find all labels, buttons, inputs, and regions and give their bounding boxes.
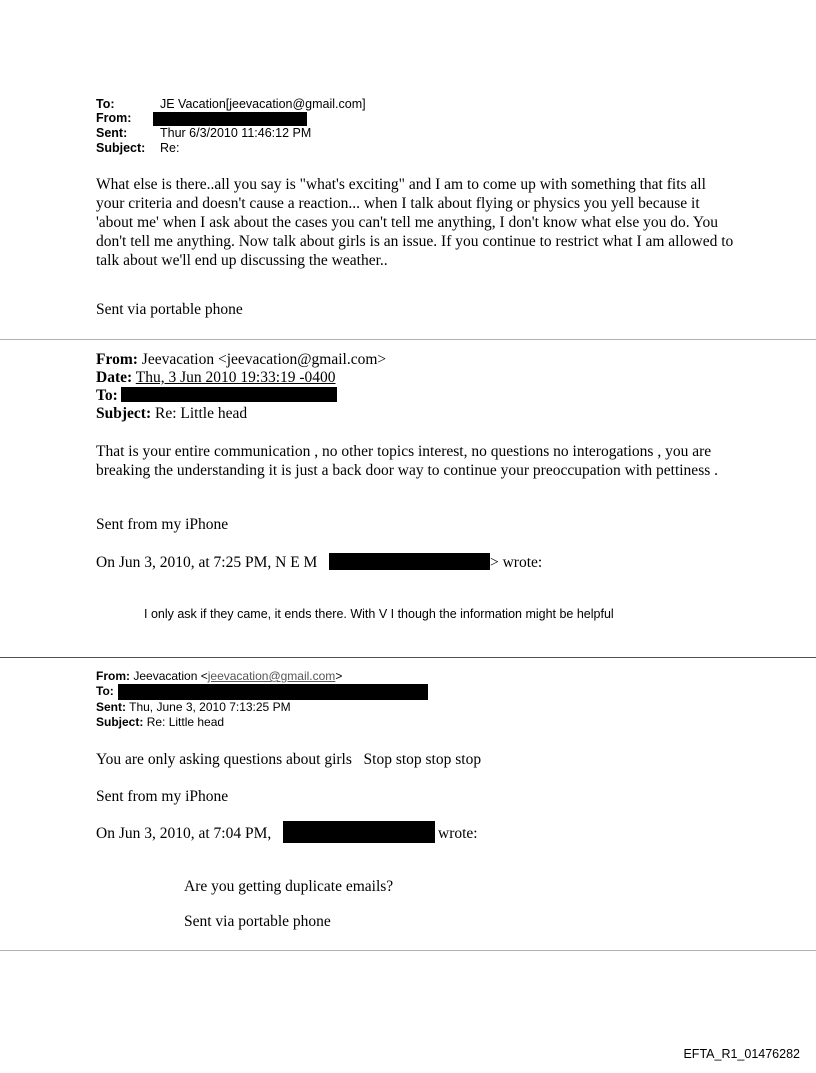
email-link[interactable]: jeevacation@gmail.com xyxy=(207,669,336,683)
sent-label: Sent: xyxy=(96,126,128,140)
email2-to-row xyxy=(96,386,118,405)
divider xyxy=(0,950,816,951)
email1-to-row xyxy=(96,97,366,111)
to-value: JE Vacation[jeevacation@gmail.com] xyxy=(160,97,366,111)
email3-quote-prefix: On Jun 3, 2010, at 7:04 PM, xyxy=(96,825,272,842)
redaction-bar xyxy=(118,684,428,700)
divider xyxy=(0,339,816,340)
from-close: > xyxy=(335,669,343,683)
date-label: Date: xyxy=(96,369,133,386)
email2-from-row xyxy=(96,350,386,369)
email2-quote-header xyxy=(96,553,317,572)
email3-to-row xyxy=(96,684,114,698)
sent-value: Thur 6/3/2010 11:46:12 PM xyxy=(160,126,312,140)
subject-label: Subject: xyxy=(96,141,146,155)
email3-quoted-line1: Are you getting duplicate emails? xyxy=(184,878,394,895)
to-label: To: xyxy=(96,684,114,698)
email3-signature: Sent from my iPhone xyxy=(96,788,229,805)
from-label: From: xyxy=(96,351,138,368)
from-label: From: xyxy=(96,111,132,125)
email3-sent-row xyxy=(96,700,291,714)
redaction-bar xyxy=(121,387,337,402)
from-label: From: xyxy=(96,669,130,683)
email1-subject-row xyxy=(96,141,179,155)
email2-date-row xyxy=(96,368,336,387)
quote-prefix: On Jun 3, 2010, at 7:25 PM, N E M xyxy=(96,554,318,571)
email2-body: That is your entire communication , no other topics interest, no questions no interogations , you are breaking the understanding it is just a back door way to continue your preoccupation with pettiness . xyxy=(96,443,719,479)
email3-subject-row xyxy=(96,715,224,729)
subject-value: Re: Little head xyxy=(154,405,248,422)
email2-signature: Sent from my iPhone xyxy=(96,516,229,533)
to-label: To: xyxy=(96,387,118,404)
subject-label: Subject: xyxy=(96,715,144,729)
to-label: To: xyxy=(96,97,115,111)
subject-label: Subject: xyxy=(96,405,152,422)
email1-sent-row xyxy=(96,126,311,140)
subject-value: Re: xyxy=(160,141,180,155)
email3-quote-suffix: wrote: xyxy=(438,825,478,842)
redaction-bar xyxy=(329,553,490,570)
email3-quoted-line2: Sent via portable phone xyxy=(184,913,331,930)
redaction-bar xyxy=(283,821,435,843)
email3-body: You are only asking questions about girls Stop stop stop stop xyxy=(96,751,482,768)
sent-label: Sent: xyxy=(96,700,126,714)
email1-from-row xyxy=(96,111,160,125)
email1-body: What else is there..all you say is "what's exciting" and I am to come up with something that fits all your criteria and doesn't cause a reaction... when I talk about flying or physics you yell because it 'about me' when I ask about the cases you can't tell me anything, I don't know what else you do. You don't tell me anything. Now talk about girls is an issue. If you continue to restrict what I am allowed to talk about we'll end up discussing the weather.. xyxy=(96,176,734,269)
sent-value: Thu, June 3, 2010 7:13:25 PM xyxy=(129,700,291,714)
email2-subject-row xyxy=(96,404,247,423)
email1-signature: Sent via portable phone xyxy=(96,301,243,318)
from-value: Jeevacation <jeevacation@gmail.com> xyxy=(141,351,387,368)
quote-suffix: > wrote: xyxy=(490,554,543,571)
divider xyxy=(0,657,816,658)
email3-from-row xyxy=(96,669,342,683)
email2-quoted-text: I only ask if they came, it ends there. With V I though the information might be helpful xyxy=(144,607,614,621)
redaction-bar xyxy=(153,112,307,126)
from-name: Jeevacation < xyxy=(133,669,208,683)
date-value: Thu, 3 Jun 2010 19:33:19 -0400 xyxy=(135,369,336,386)
bates-number: EFTA_R1_01476282 xyxy=(683,1047,800,1061)
subject-value: Re: Little head xyxy=(146,715,225,729)
